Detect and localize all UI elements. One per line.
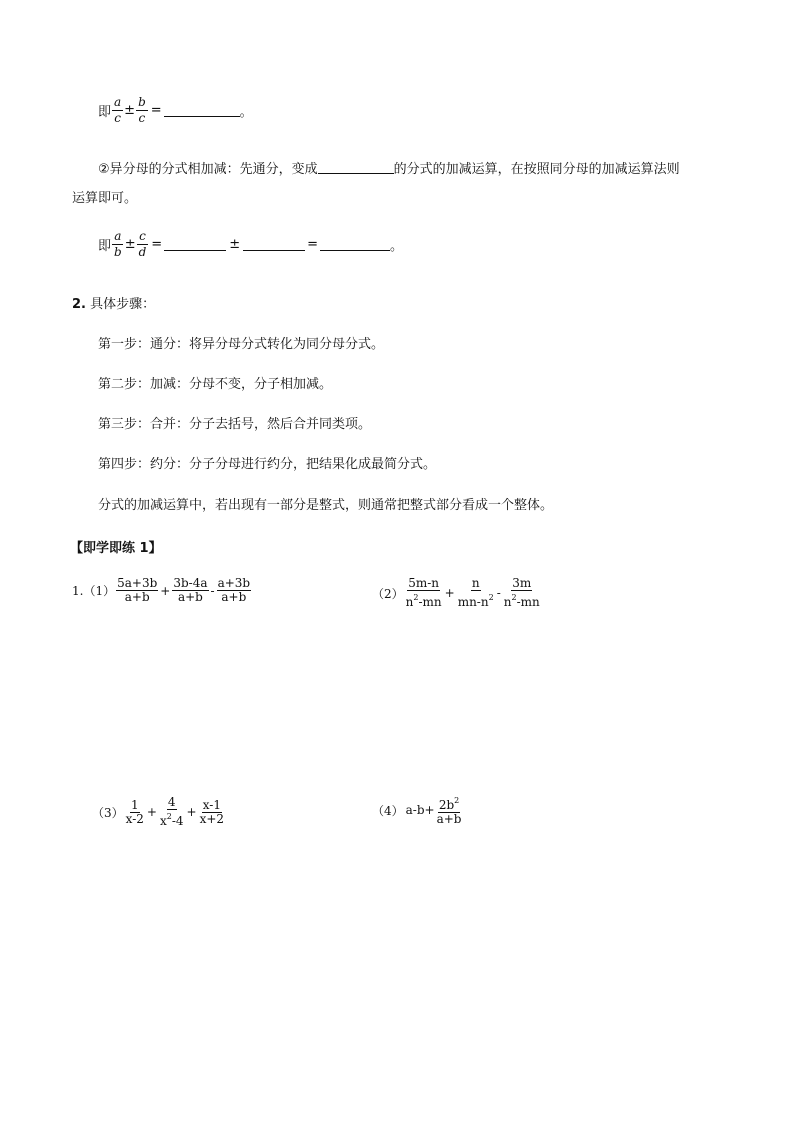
step-2: 第二步：加减：分母不变，分子相加减。 — [98, 377, 333, 392]
question-label: （3） — [92, 805, 124, 820]
diff-denominator-formula — [98, 230, 403, 259]
answer-blank[interactable] — [164, 238, 226, 251]
step-1: 第一步：通分：将异分母分式转化为同分母分式。 — [98, 337, 385, 352]
question-1-3 — [92, 796, 226, 828]
steps-note: 分式的加减运算中，若出现有一部分是整式，则通常把整式部分看成一个整体。 — [98, 498, 554, 513]
formula-prefix: 即 — [98, 239, 112, 254]
answer-blank[interactable] — [243, 238, 305, 251]
plus-minus-sign: ± — [124, 103, 136, 118]
equals-sign: = — [307, 237, 319, 252]
question-1-4 — [372, 794, 463, 826]
fraction: $\frac{2b^2}{a+b}$ — [436, 796, 462, 826]
rule-text-part2: 的分式的加减运算，在按照同分母的加减运算法则 — [393, 162, 680, 177]
fraction: $\frac{5a+3b}{a+b}$ — [117, 576, 158, 604]
fraction-b-over-c: $\frac{b}{c}$ — [138, 95, 146, 125]
fraction: $\frac{3b-4a}{a+b}$ — [173, 576, 208, 604]
fraction: $\frac{3m}{n^2-mn}$ — [503, 576, 540, 609]
step-3: 第三步：合并：分子去括号，然后合并同类项。 — [98, 417, 372, 432]
operator: - — [496, 586, 501, 600]
step-4: 第四步：约分：分子分母进行约分，把结果化成最简分式。 — [98, 457, 437, 472]
fraction-a-over-b: $\frac{a}{b}$ — [114, 229, 122, 259]
expression-lead: a-b+ — [405, 803, 435, 817]
operator: + — [444, 586, 455, 600]
practice-title: 【即学即练 1】 — [70, 541, 162, 556]
operator: + — [160, 583, 171, 598]
fraction: $\frac{n}{mn-n^2}$ — [457, 576, 494, 609]
equals-sign: = — [150, 103, 162, 118]
fraction: $\frac{5m-n}{n^2-mn}$ — [405, 576, 442, 609]
question-label: （4） — [372, 803, 404, 818]
fraction: $\frac{4}{x^2-4}$ — [159, 795, 184, 828]
question-label: （2） — [372, 586, 404, 601]
rule-text-part1: ②异分母的分式相加减：先通分，变成 — [98, 162, 318, 177]
fraction-a-over-c: $\frac{a}{c}$ — [114, 95, 122, 125]
fraction-c-over-d: $\frac{c}{d}$ — [138, 229, 147, 259]
answer-blank[interactable] — [164, 104, 240, 117]
fraction: $\frac{a+3b}{a+b}$ — [217, 576, 251, 604]
same-denominator-formula — [98, 96, 253, 125]
period: 。 — [390, 239, 404, 254]
fraction: $\frac{x-1}{x+2}$ — [199, 797, 225, 826]
operator: - — [210, 583, 215, 598]
rule-text-line2: 运算即可。 — [72, 191, 138, 206]
answer-blank[interactable] — [320, 238, 390, 251]
answer-blank[interactable] — [318, 161, 394, 174]
diff-denominator-rule — [98, 158, 680, 177]
operator: + — [186, 805, 197, 819]
question-1-2 — [372, 577, 542, 609]
fraction: $\frac{1}{x-2}$ — [125, 797, 144, 826]
steps-heading: 2. 具体步骤： — [72, 297, 156, 312]
formula-prefix: 即 — [98, 105, 112, 120]
question-label: 1.（1） — [72, 584, 116, 598]
operator: + — [146, 805, 157, 819]
question-1-1 — [72, 577, 252, 604]
period: 。 — [239, 105, 253, 120]
plus-minus-sign: ± — [124, 237, 136, 252]
equals-sign: = — [151, 237, 163, 252]
plus-minus-sign: ± — [229, 237, 241, 252]
